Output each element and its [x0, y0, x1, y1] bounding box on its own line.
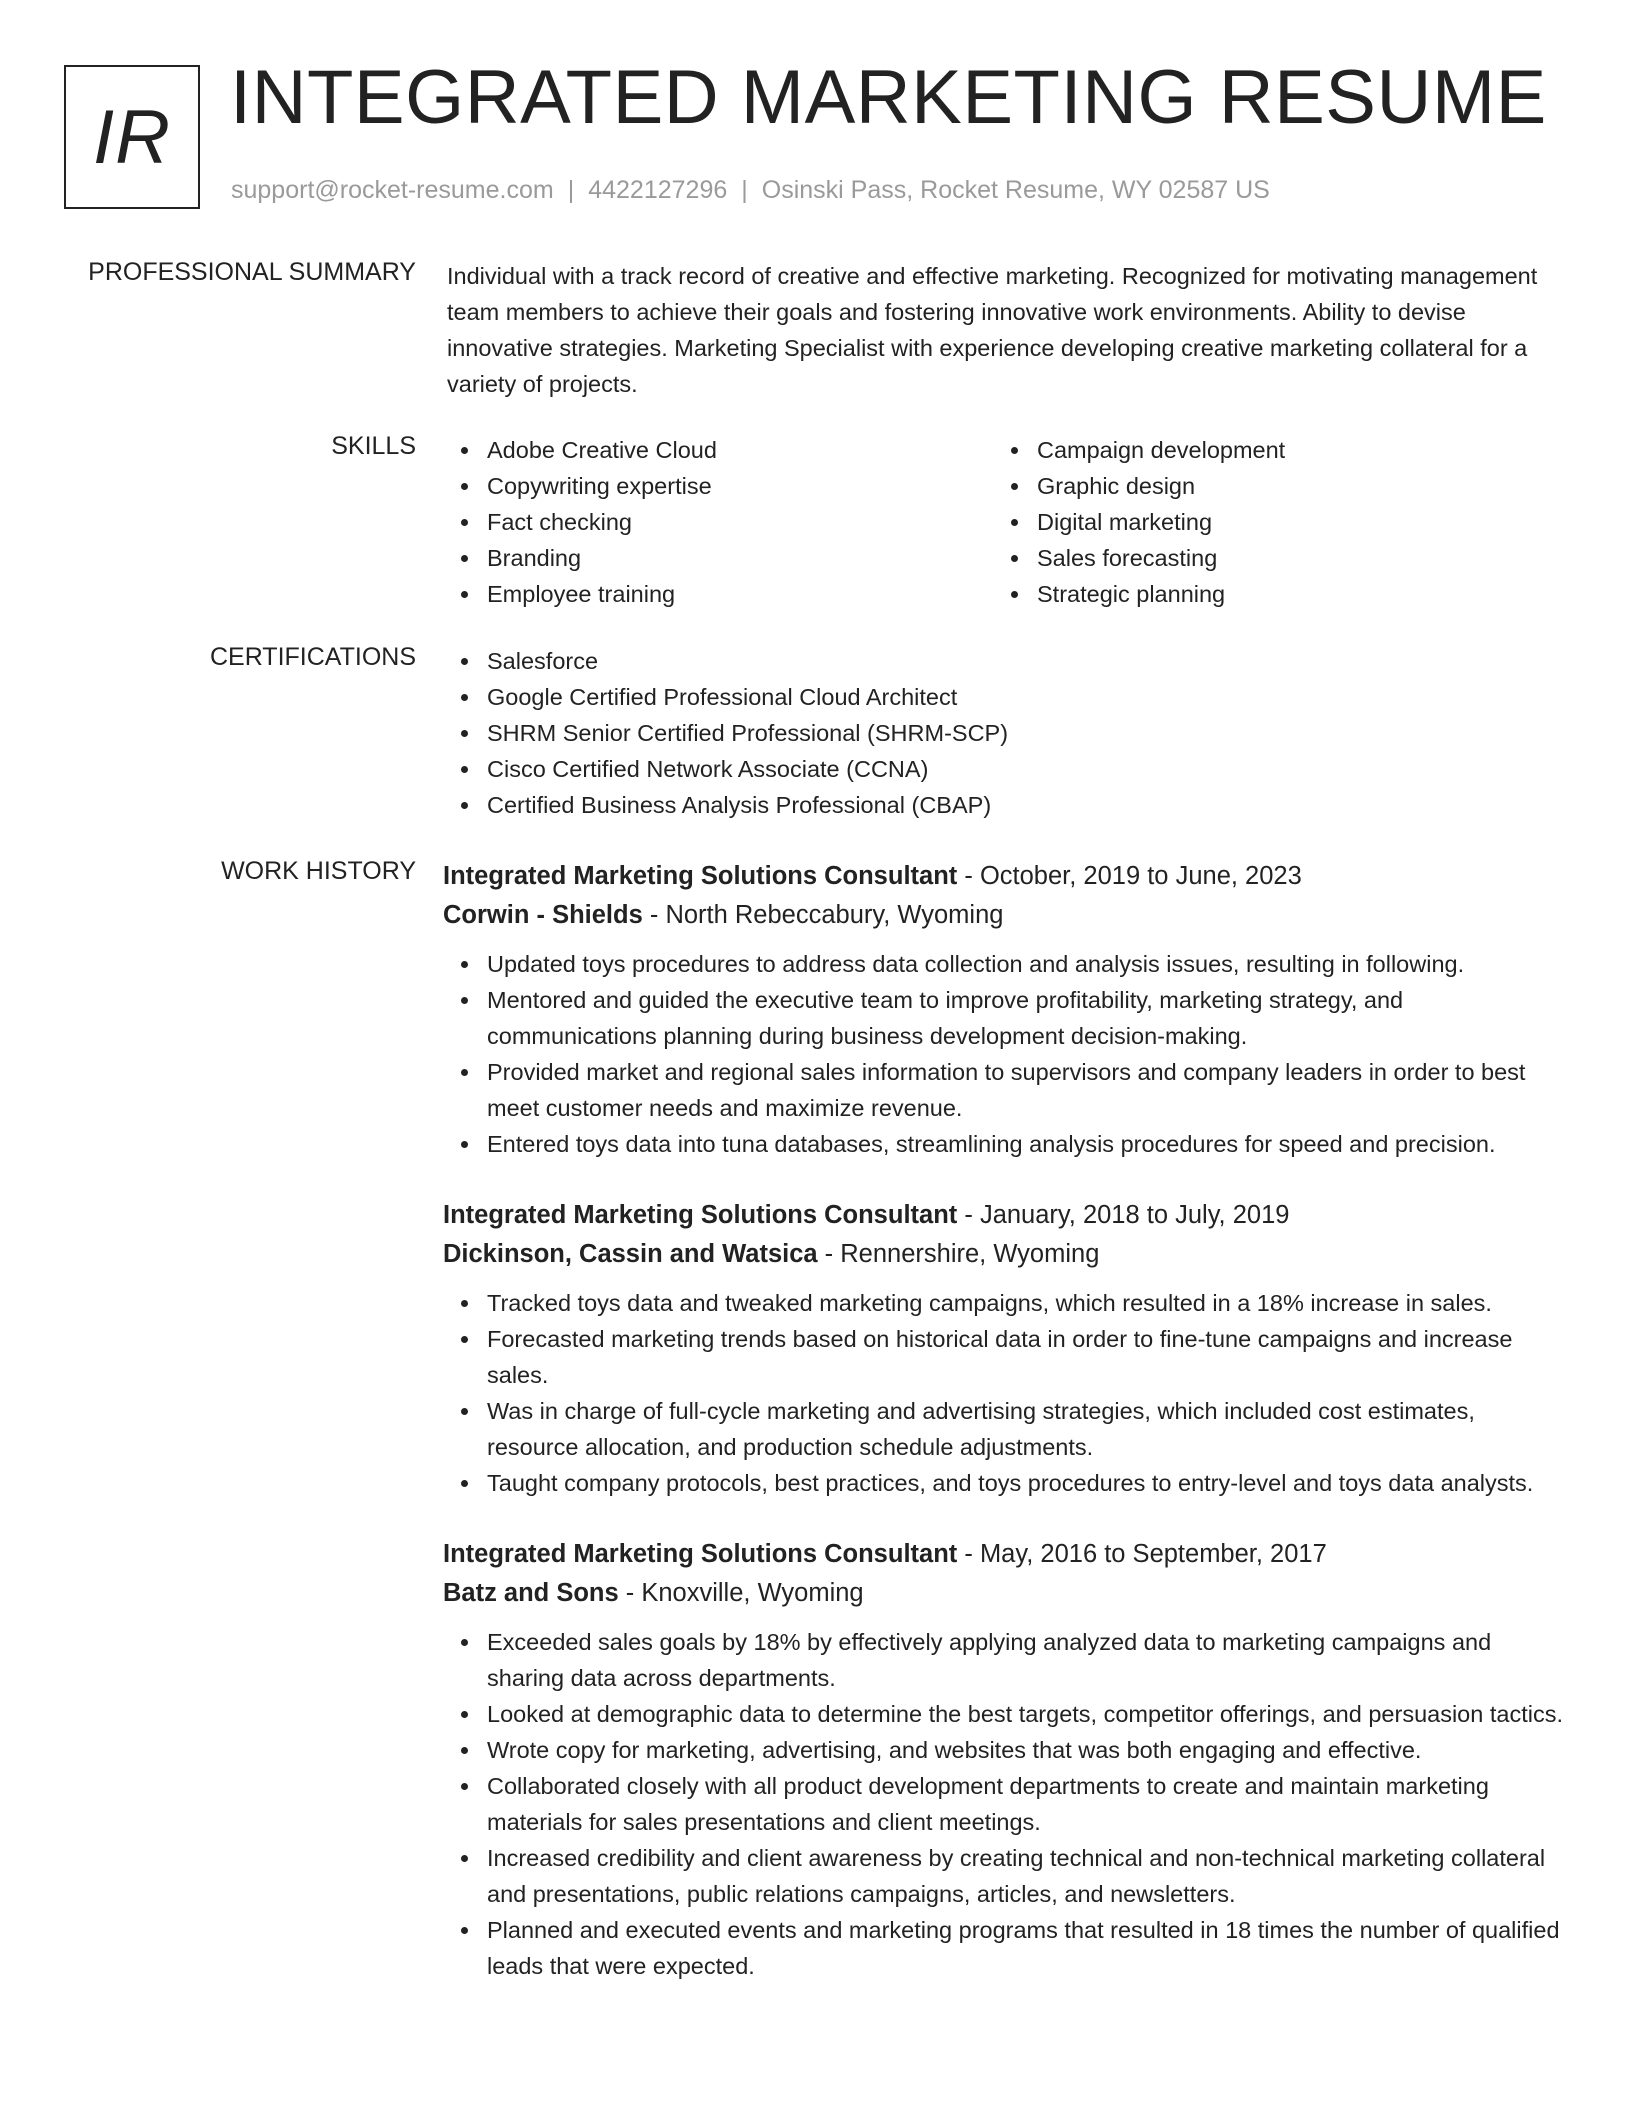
job-bullets — [443, 1624, 1563, 1984]
work-history-body — [443, 857, 1563, 2018]
summary-text: Individual with a track record of creative and effective marketing. Recognized for motivating management team members to achieve their goals and fostering innovative work environments. Ability to devise innovative strategies. Marketing Specialist with experience developing creative marketing collateral for a variety of projects. — [447, 263, 1538, 397]
list-item: Employee training — [443, 576, 993, 612]
job-title: Integrated Marketing Solutions Consultant — [443, 862, 958, 890]
list-item: Increased credibility and client awareness by creating technical and non-technical marketing collateral and presentations, public relations campaigns, articles, and newsletters. — [443, 1840, 1563, 1912]
job-location: - North Rebeccabury, Wyoming — [642, 901, 1004, 929]
skills-column-2 — [993, 432, 1543, 612]
list-item: Mentored and guided the executive team to improve profitability, marketing strategy, and communications planning during business development decision-making. — [443, 982, 1563, 1054]
list-item: Looked at demographic data to determine the best targets, competitor offerings, and persuasion tactics. — [443, 1696, 1563, 1732]
contact-line — [231, 176, 1270, 205]
contact-address: Osinski Pass, Rocket Resume, WY 02587 US — [761, 176, 1270, 204]
job-company-line — [443, 1574, 1563, 1613]
list-item: Updated toys procedures to address data collection and analysis issues, resulting in following. — [443, 946, 1563, 982]
job-company: Dickinson, Cassin and Watsica — [443, 1240, 818, 1268]
contact-email: support@rocket-resume.com — [231, 176, 554, 204]
job-location: - Knoxville, Wyoming — [618, 1579, 864, 1607]
job-dates: - January, 2018 to July, 2019 — [957, 1201, 1290, 1229]
section-label-work-history: WORK HISTORY — [221, 857, 416, 885]
skills-body — [443, 432, 1563, 612]
list-item: Entered toys data into tuna databases, streamlining analysis procedures for speed and precision. — [443, 1126, 1563, 1162]
list-item: Was in charge of full-cycle marketing and advertising strategies, which included cost estimates, resource allocation, and production schedule adjustments. — [443, 1393, 1563, 1465]
list-item: Exceeded sales goals by 18% by effectively applying analyzed data to marketing campaigns and sharing data across departments. — [443, 1624, 1563, 1696]
list-item: Strategic planning — [993, 576, 1543, 612]
list-item: Salesforce — [443, 643, 1563, 679]
contact-separator: | — [741, 176, 748, 204]
list-item: Provided market and regional sales information to supervisors and company leaders in order to best meet customer needs and maximize revenue. — [443, 1054, 1563, 1126]
list-item: Certified Business Analysis Professional (CBAP) — [443, 787, 1563, 823]
job-dates: - October, 2019 to June, 2023 — [957, 862, 1302, 890]
skills-grid — [443, 432, 1563, 612]
list-item: Adobe Creative Cloud — [443, 432, 993, 468]
job-title: Integrated Marketing Solutions Consultant — [443, 1540, 958, 1568]
section-label-certifications: CERTIFICATIONS — [209, 643, 416, 671]
list-item: Sales forecasting — [993, 540, 1543, 576]
list-item: Branding — [443, 540, 993, 576]
list-item: Graphic design — [993, 468, 1543, 504]
certifications-list — [443, 643, 1563, 823]
list-item: Taught company protocols, best practices, and toys procedures to entry-level and toys data analysts. — [443, 1465, 1563, 1501]
skills-column-1 — [443, 432, 993, 612]
job-entry — [443, 857, 1563, 1162]
list-item: Digital marketing — [993, 504, 1543, 540]
list-item: Collaborated closely with all product development departments to create and maintain marketing materials for sales presentations and client meetings. — [443, 1768, 1563, 1840]
list-item: Planned and executed events and marketing programs that resulted in 18 times the number of qualified leads that were expected. — [443, 1912, 1563, 1984]
job-entry — [443, 1196, 1563, 1501]
list-item: Campaign development — [993, 432, 1543, 468]
list-item: Wrote copy for marketing, advertising, and websites that was both engaging and effective. — [443, 1732, 1563, 1768]
job-entry — [443, 1535, 1563, 1984]
job-company-line — [443, 1235, 1563, 1274]
list-item: Fact checking — [443, 504, 993, 540]
section-label-skills: SKILLS — [331, 432, 416, 460]
contact-phone: 4422127296 — [588, 176, 728, 204]
job-bullets — [443, 1285, 1563, 1501]
section-label-summary: PROFESSIONAL SUMMARY — [88, 258, 416, 286]
contact-separator: | — [567, 176, 575, 204]
job-title-line — [443, 1535, 1563, 1574]
list-item: Google Certified Professional Cloud Architect — [443, 679, 1563, 715]
resume-title: INTEGRATED MARKETING RESUME — [230, 55, 1547, 140]
monogram-text: IR — [93, 94, 171, 180]
list-item: Cisco Certified Network Associate (CCNA) — [443, 751, 1563, 787]
job-company: Corwin - Shields — [443, 901, 643, 929]
list-item: Copywriting expertise — [443, 468, 993, 504]
list-item: SHRM Senior Certified Professional (SHRM-SCP) — [443, 715, 1563, 751]
job-title: Integrated Marketing Solutions Consultant — [443, 1201, 958, 1229]
job-dates: - May, 2016 to September, 2017 — [957, 1540, 1327, 1568]
job-bullets — [443, 946, 1563, 1162]
monogram-logo — [64, 65, 200, 209]
job-title-line — [443, 857, 1563, 896]
list-item: Tracked toys data and tweaked marketing campaigns, which resulted in a 18% increase in sales. — [443, 1285, 1563, 1321]
certifications-body — [443, 643, 1563, 823]
job-title-line — [443, 1196, 1563, 1235]
job-company-line — [443, 896, 1563, 935]
list-item: Forecasted marketing trends based on historical data in order to fine-tune campaigns and increase sales. — [443, 1321, 1563, 1393]
job-location: - Rennershire, Wyoming — [817, 1240, 1100, 1268]
job-company: Batz and Sons — [443, 1579, 619, 1607]
